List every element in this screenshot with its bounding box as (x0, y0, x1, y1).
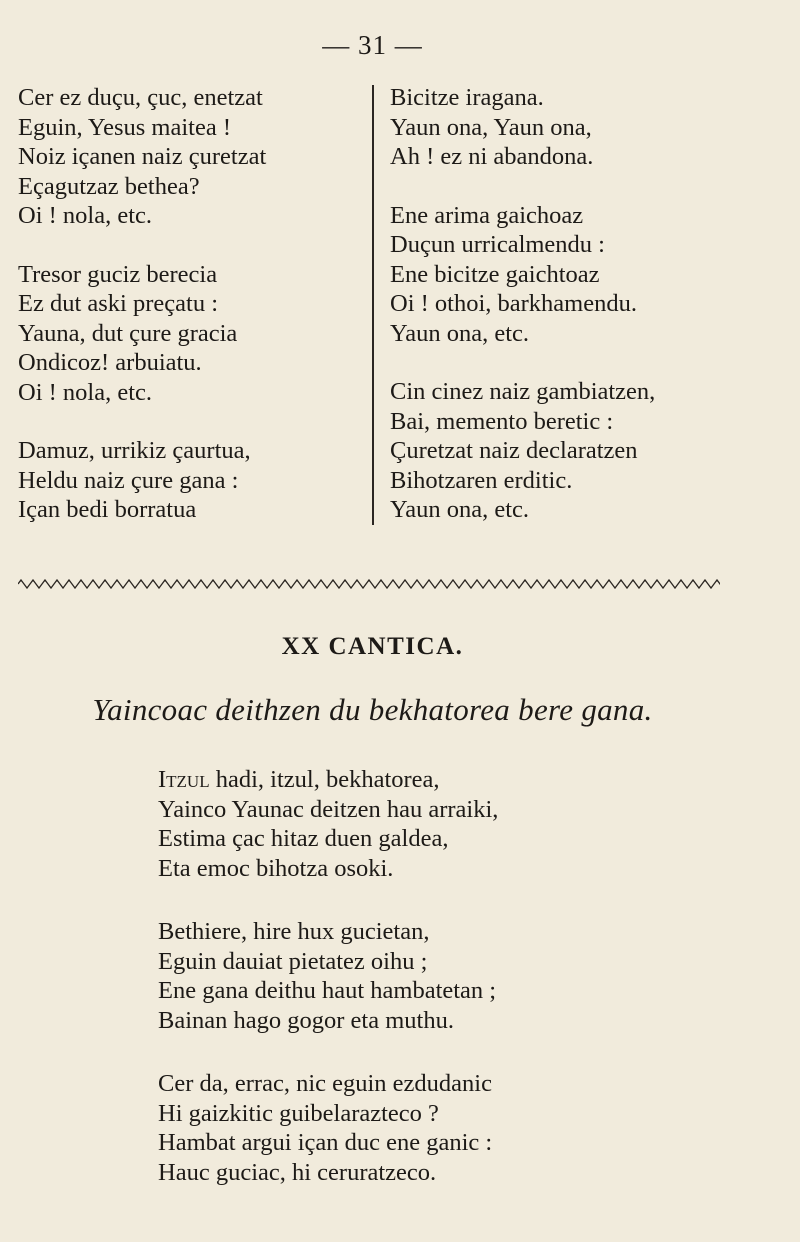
verse-line: Bicitze iragana. (390, 84, 544, 111)
stanza (390, 201, 795, 349)
left-column (18, 83, 363, 554)
verse-line: Ene bicitze gaichtoaz (390, 260, 600, 288)
verse-line: Yauna, dut çure gracia (18, 319, 238, 347)
section-title: XX CANTICA. (281, 633, 464, 660)
stanza (18, 436, 363, 525)
verse-line: Ez dut aski preçatu : (18, 290, 219, 317)
verse-line: Damuz, urrikiz çaurtua, (18, 437, 251, 464)
page-number: — 31 — (322, 30, 423, 60)
verse-line: Eguin dauiat pietatez oihu ; (158, 947, 428, 975)
verse-line: Noiz içanen naiz çuretzat (18, 143, 267, 170)
verse-line: Cin cinez naiz gambiatzen, (390, 378, 656, 405)
verse-line: Ene arima gaichoaz (390, 201, 584, 229)
verse-line: Cer ez duçu, çuc, enetzat (18, 84, 263, 111)
verse-line: Içan bedi borratua (18, 496, 197, 523)
verse-line: Eta emoc bihotza osoki. (158, 854, 394, 882)
verse-line: Bihotzaren erditic. (390, 466, 573, 494)
verse-line: Eçagutzaz bethea? (18, 172, 200, 200)
stanza (18, 260, 363, 408)
verse-line: Estima çac hitaz duen galdea, (158, 825, 449, 852)
verse-line: Yainco Yaunac deitzen hau arraiki, (158, 795, 499, 823)
wavy-divider (18, 578, 720, 590)
verse-line: Bai, memento beretic : (390, 407, 614, 435)
verse-line: Ah ! ez ni abandona. (390, 143, 594, 170)
initial-word: Itzul (158, 766, 210, 793)
verse-line: Yaun ona, etc. (390, 496, 530, 523)
verse-line: Bethiere, hire hux gucietan, (158, 918, 430, 945)
column-divider (372, 85, 374, 525)
poem (158, 765, 678, 1221)
verse-line: Oi ! nola, etc. (18, 378, 153, 406)
verse-text: hadi, itzul, bekhatorea, (209, 766, 440, 793)
stanza (390, 83, 795, 172)
verse-line: Ene gana deithu haut hambatetan ; (158, 977, 497, 1004)
verse-line: Cer da, errac, nic eguin ezdudanic (158, 1070, 492, 1097)
section-subtitle: Yaincoac deithzen du bekhatorea bere gana. (92, 692, 653, 727)
verse-line: Eguin, Yesus maitea ! (18, 113, 231, 141)
verse-line: Hi gaizkitic guibelarazteco ? (158, 1099, 439, 1127)
verse-line: Çuretzat naiz declaratzen (390, 437, 638, 464)
stanza (390, 377, 795, 525)
verse-line: Yaun ona, Yaun ona, (390, 113, 592, 141)
verse-line: Duçun urricalmendu : (390, 231, 605, 258)
verse-line: Heldu naiz çure gana : (18, 466, 239, 494)
verse-line: Hauc guciac, hi ceruratzeco. (158, 1158, 437, 1186)
stanza (158, 917, 678, 1035)
verse-line: Ondicoz! arbuiatu. (18, 349, 202, 376)
stanza (158, 1069, 678, 1187)
right-column (390, 83, 795, 554)
verse-line: Hambat argui içan duc ene ganic : (158, 1129, 493, 1156)
verse-line: Oi ! nola, etc. (18, 202, 153, 229)
verse-line: Oi ! othoi, barkhamendu. (390, 290, 637, 317)
verse-line: Yaun ona, etc. (390, 319, 530, 347)
verse-line (158, 765, 678, 795)
stanza (158, 765, 678, 883)
verse-line: Bainan hago gogor eta muthu. (158, 1006, 454, 1034)
stanza (18, 83, 363, 231)
verse-line: Tresor guciz berecia (18, 260, 218, 288)
